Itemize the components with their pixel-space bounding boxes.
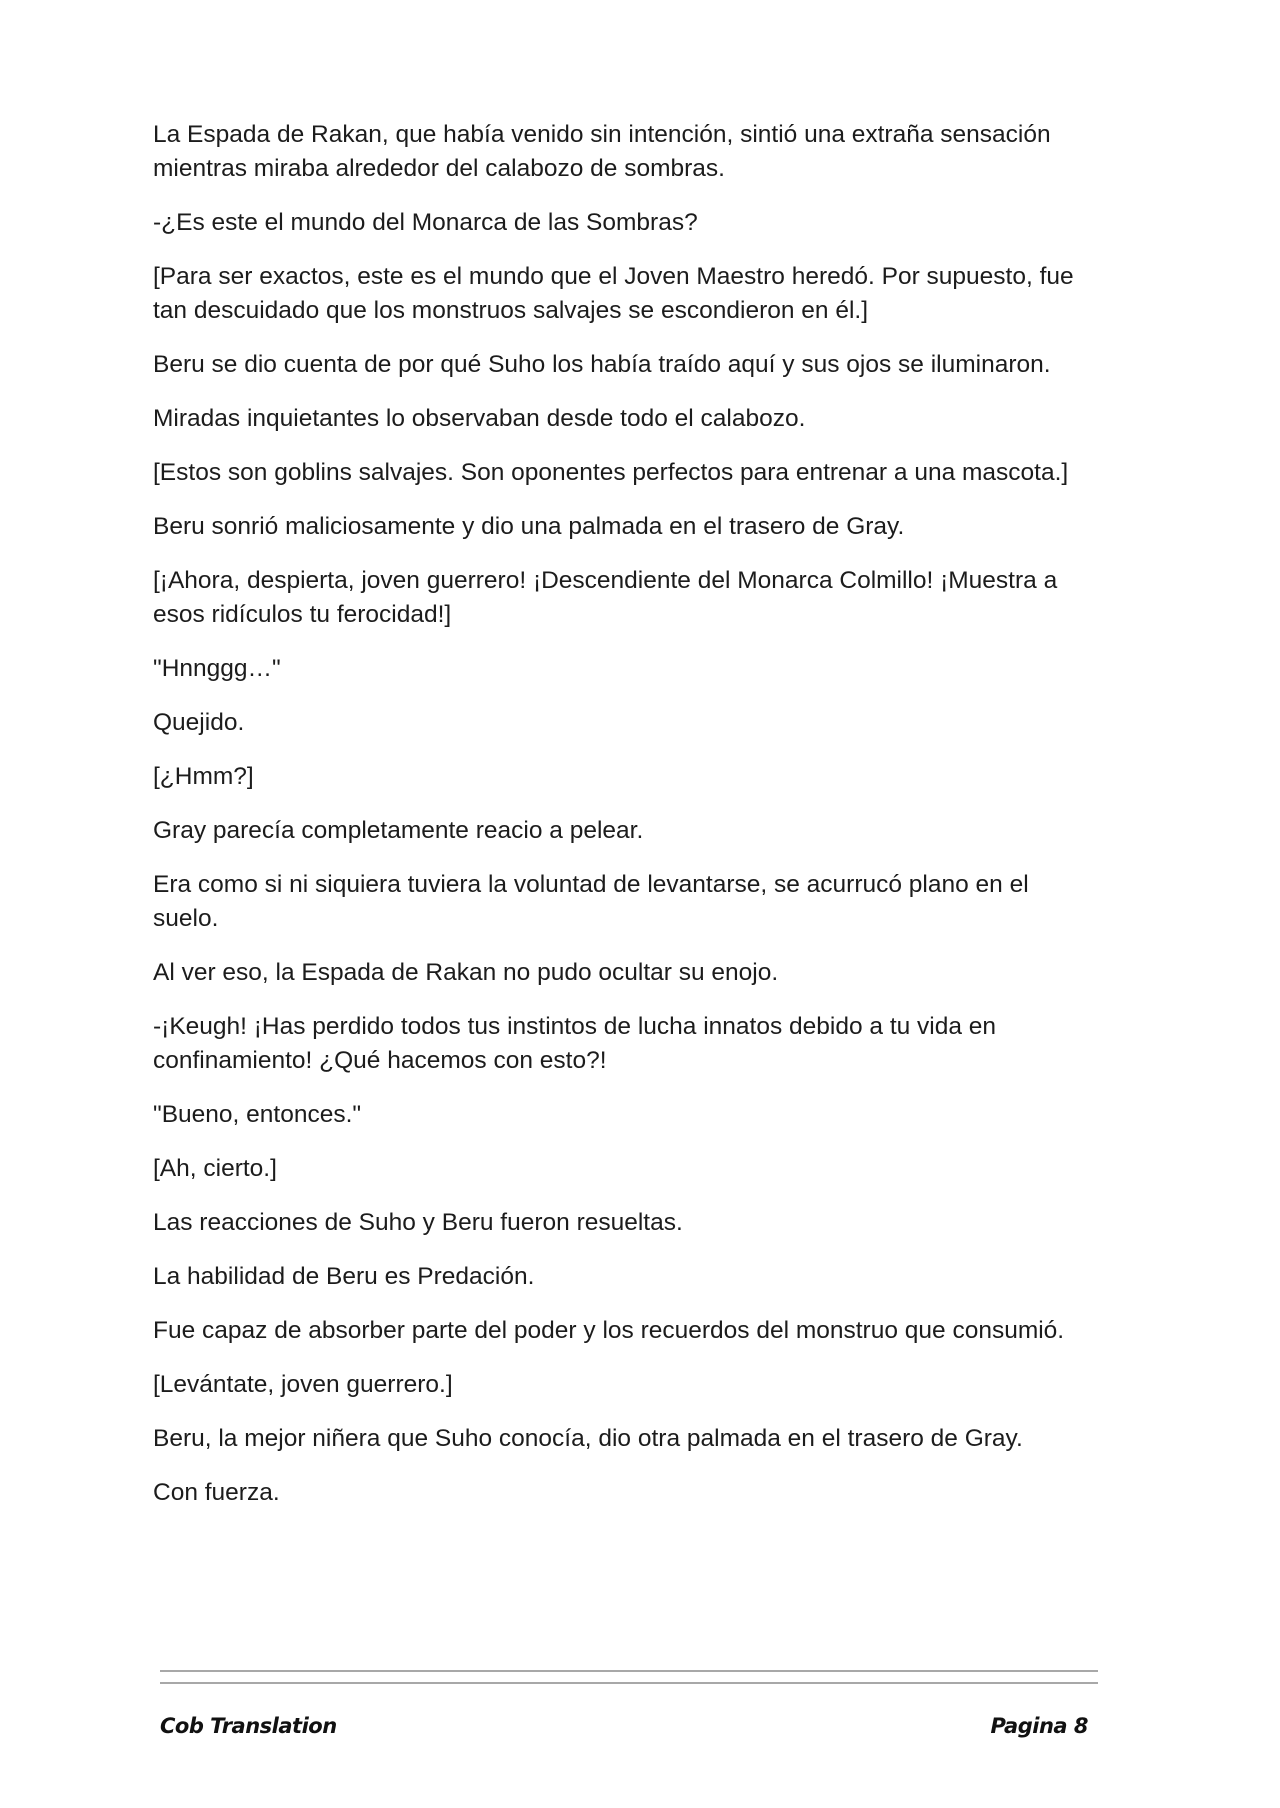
paragraph: Al ver eso, la Espada de Rakan no pudo ocultar su enojo. xyxy=(153,959,779,986)
paragraph: Beru, la mejor niñera que Suho conocía, dio otra palmada en el trasero de Gray. xyxy=(153,1425,1023,1452)
paragraph: [Estos son goblins salvajes. Son oponentes perfectos para entrenar a una mascota.] xyxy=(153,459,1069,486)
footer-divider-top xyxy=(160,1670,1098,1672)
paragraph: La habilidad de Beru es Predación. xyxy=(153,1263,535,1290)
paragraph: [¿Hmm?] xyxy=(153,763,254,790)
page-number: Pagina 8 xyxy=(990,1714,1088,1738)
footer-credit: Cob Translation xyxy=(160,1714,337,1738)
paragraph: La Espada de Rakan, que había venido sin intención, sintió una extraña sensación mientras miraba alrededor del calabozo de sombras. xyxy=(153,121,1051,182)
paragraph: Quejido. xyxy=(153,709,245,736)
paragraph: Gray parecía completamente reacio a pelear. xyxy=(153,817,644,844)
paragraph: Las reacciones de Suho y Beru fueron resueltas. xyxy=(153,1209,683,1236)
paragraph: Fue capaz de absorber parte del poder y los recuerdos del monstruo que consumió. xyxy=(153,1317,1065,1344)
footer-divider-bottom xyxy=(160,1682,1098,1684)
body-text xyxy=(153,118,1093,1530)
paragraph: "Bueno, entonces." xyxy=(153,1101,362,1128)
paragraph: Beru se dio cuenta de por qué Suho los había traído aquí y sus ojos se iluminaron. xyxy=(153,351,1051,378)
paragraph: "Hnnggg…" xyxy=(153,655,281,682)
paragraph: -¿Es este el mundo del Monarca de las Sombras? xyxy=(153,209,698,236)
paragraph: [Levántate, joven guerrero.] xyxy=(153,1371,453,1398)
paragraph: -¡Keugh! ¡Has perdido todos tus instintos de lucha innatos debido a tu vida en confinamiento! ¿Qué hacemos con esto?! xyxy=(153,1013,997,1074)
paragraph: Con fuerza. xyxy=(153,1479,280,1506)
paragraph: [Para ser exactos, este es el mundo que el Joven Maestro heredó. Por supuesto, fue tan descuidado que los monstruos salvajes se escondieron en él.] xyxy=(153,263,1074,324)
paragraph: [Ah, cierto.] xyxy=(153,1155,277,1182)
paragraph: Beru sonrió maliciosamente y dio una palmada en el trasero de Gray. xyxy=(153,513,905,540)
paragraph: Era como si ni siquiera tuviera la voluntad de levantarse, se acurrucó plano en el suelo. xyxy=(153,871,1029,932)
paragraph: [¡Ahora, despierta, joven guerrero! ¡Descendiente del Monarca Colmillo! ¡Muestra a esos ridículos tu ferocidad!] xyxy=(153,567,1058,628)
paragraph: Miradas inquietantes lo observaban desde todo el calabozo. xyxy=(153,405,806,432)
